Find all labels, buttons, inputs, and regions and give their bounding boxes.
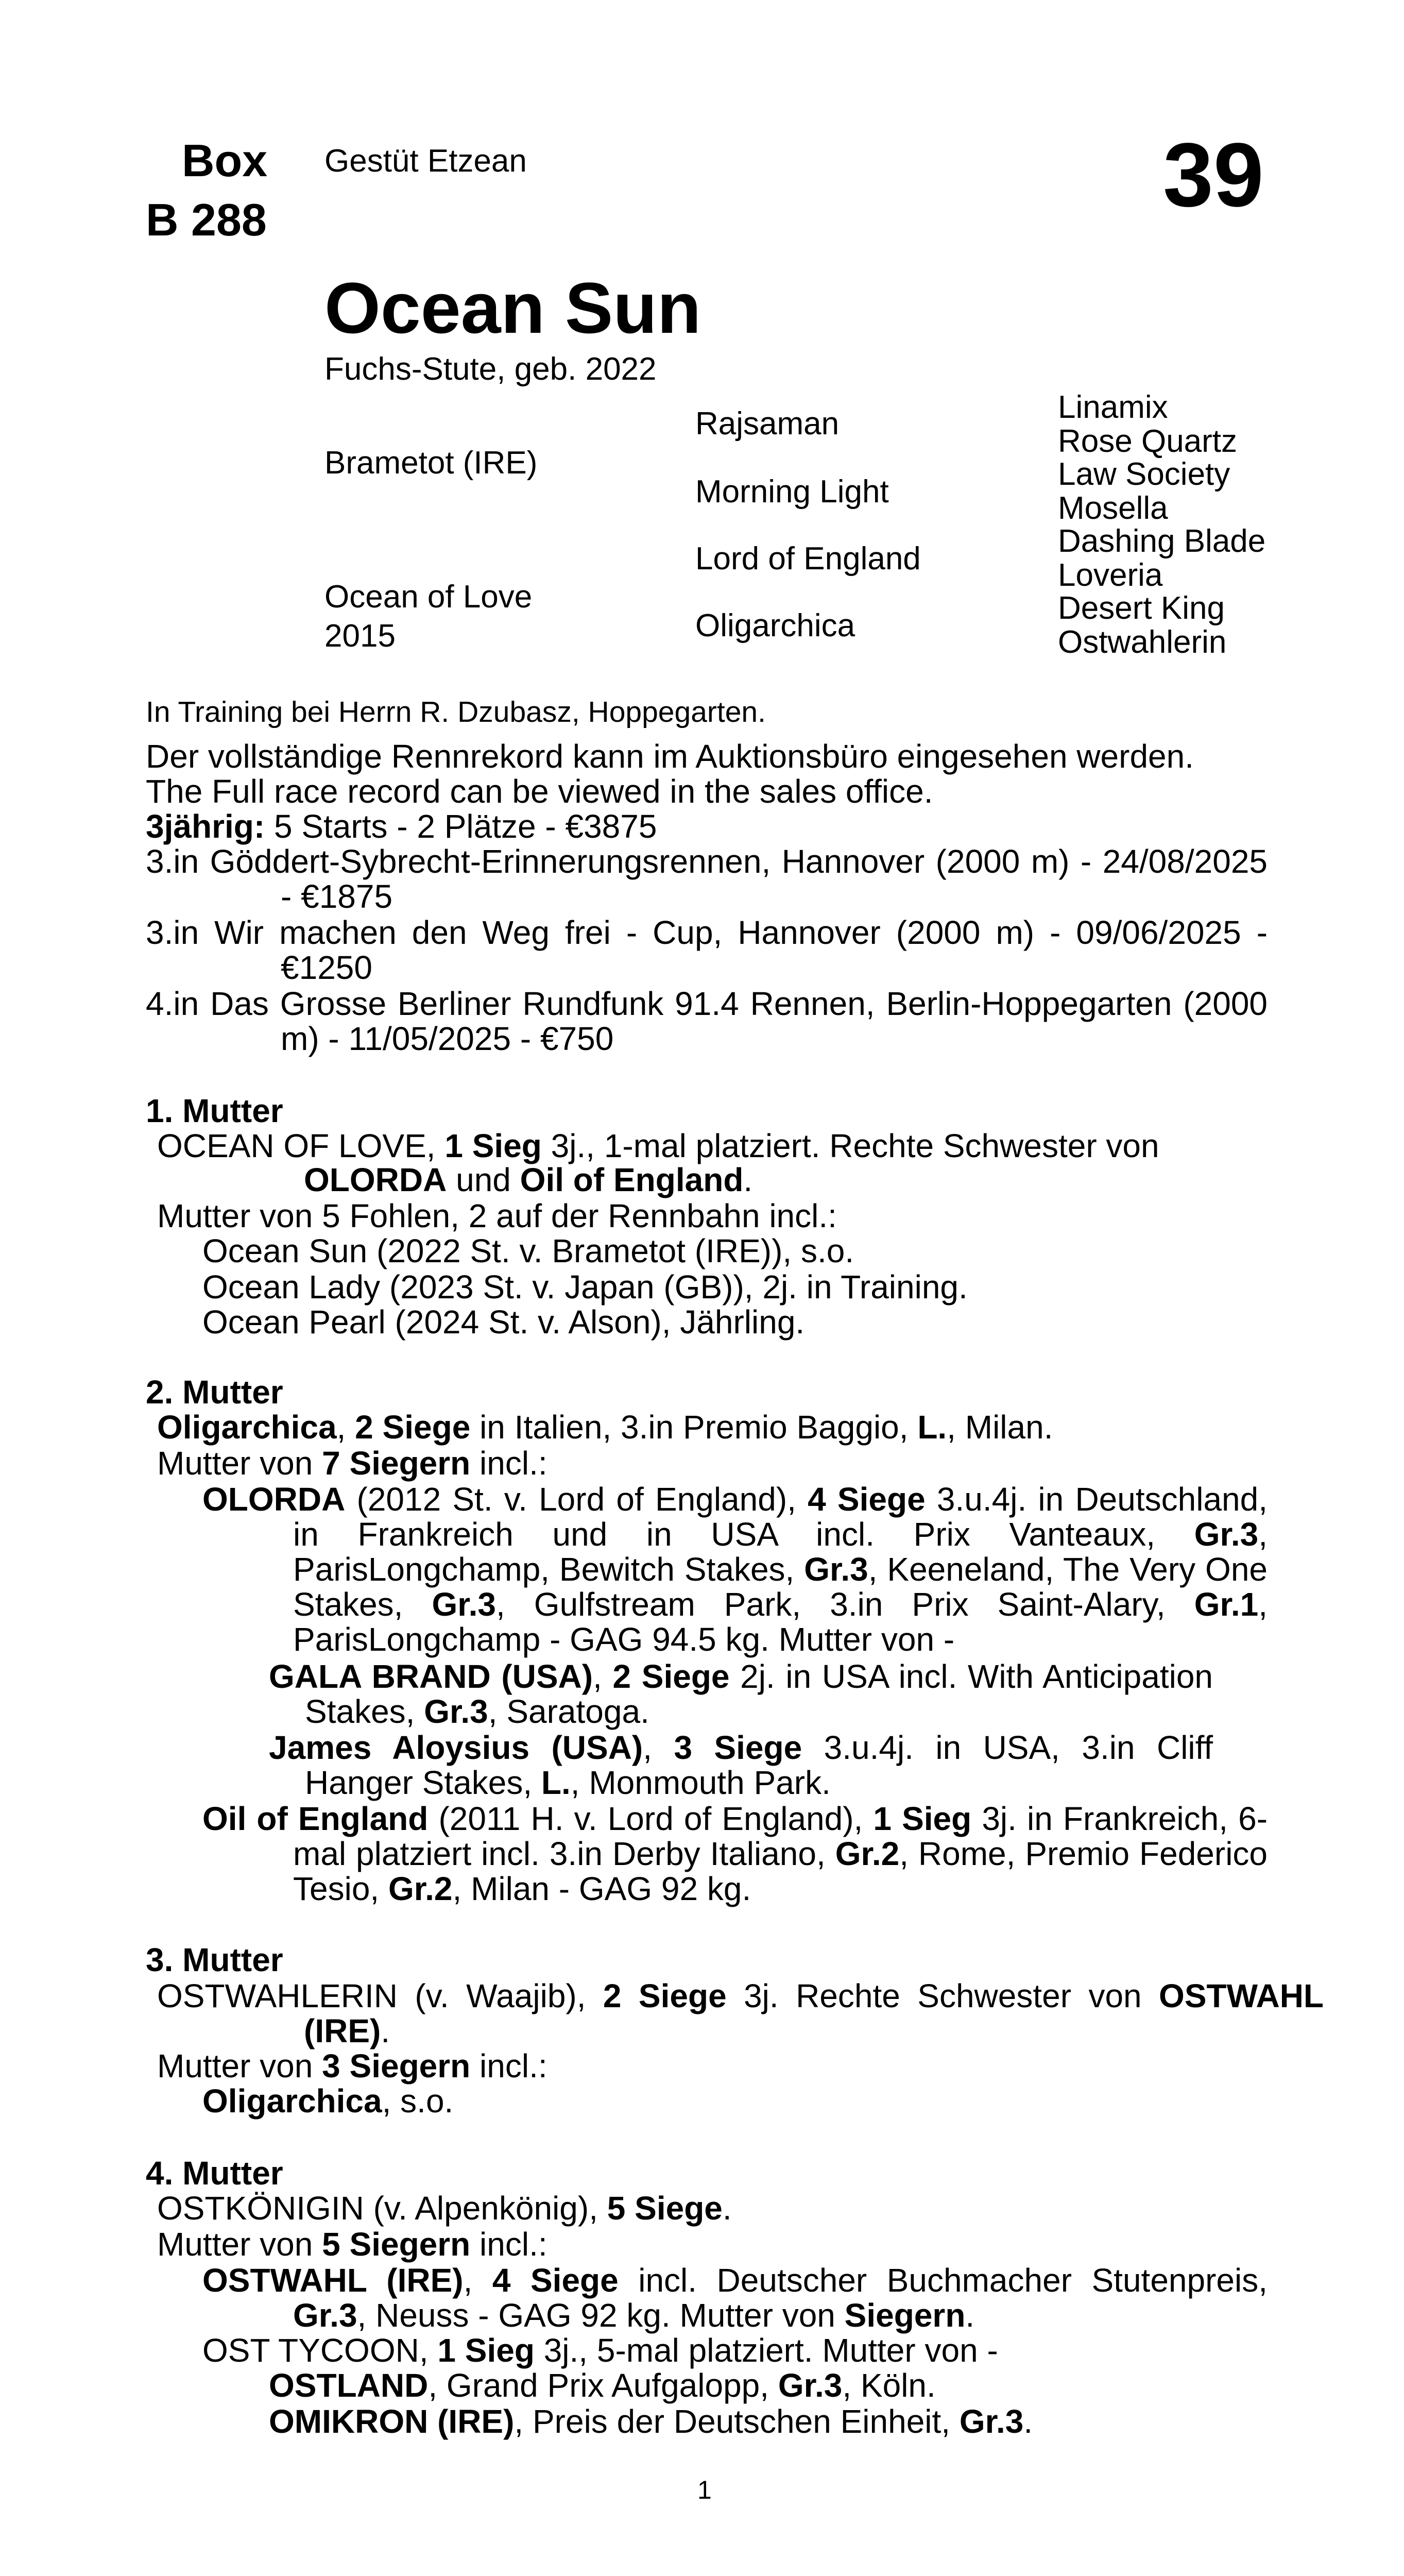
text-run: 2 Siege [355, 1409, 471, 1446]
text-run: , ParisLongchamp, Bewitch Stakes, [293, 1516, 1268, 1588]
text-run: , [643, 1729, 674, 1766]
text-run: Mutter von [157, 2047, 322, 2084]
text-run: Gr.3 [293, 2297, 357, 2334]
pedigree-great-grandparent: Ostwahlerin [1058, 624, 1227, 660]
text-run: 3.u.4j. in USA, 3.in Cliff Hanger Stakes, [305, 1729, 1213, 1801]
dam4-grandchild-ostland [269, 2369, 936, 2402]
text-run: , [336, 1409, 355, 1446]
horse-description: Fuchs-Stute, geb. 2022 [324, 351, 657, 387]
text-run: incl.: [470, 2226, 547, 2263]
race-result: 3.in Wir machen den Weg frei - Cup, Hannover (2000 m) - 09/06/2025 - €1250 [146, 914, 1268, 986]
text-run: , Köln. [842, 2367, 936, 2404]
dam3-line [157, 1978, 1324, 2048]
text-run: . [381, 2012, 390, 2049]
dam4-produce-ostwahl [202, 2263, 1268, 2333]
text-run: , Milan. [947, 1409, 1053, 1446]
text-run: . [722, 2190, 732, 2227]
dam3-offspring [202, 2082, 454, 2120]
text-run: GALA BRAND (USA) [269, 1658, 593, 1695]
text-run: 1 Sieg [444, 1127, 542, 1164]
pedigree-great-grandparent: Desert King [1058, 590, 1225, 626]
text-run: OLORDA [304, 1161, 447, 1198]
dam4-grandchild-omikron [269, 2405, 1033, 2438]
text-run: Gr.3 [804, 1551, 868, 1588]
dam4-produce [157, 2228, 547, 2261]
dam3-heading: 3. Mutter [146, 1941, 283, 1978]
text-run: , Keeneland, The Very One Stakes, [293, 1551, 1268, 1623]
dam2-produce-oil [202, 1801, 1268, 1906]
text-run: Oligarchica [202, 2082, 382, 2120]
dam2-grandchild-james [269, 1730, 1213, 1800]
text-run: . [743, 1161, 753, 1198]
text-run: und [447, 1161, 520, 1198]
text-run: , Gulfstream Park, 3.in Prix Saint-Alary, [496, 1586, 1194, 1623]
dam1-offspring: Ocean Sun (2022 St. v. Brametot (IRE)), s.o. [202, 1232, 854, 1269]
text-run: incl.: [470, 1445, 547, 1482]
text-run: OSTLAND [269, 2367, 429, 2404]
horse-name: Ocean Sun [324, 267, 701, 348]
text-run: OSTKÖNIGIN (v. Alpenkönig), [157, 2190, 607, 2227]
text-run: incl.: [470, 2047, 547, 2084]
text-run: , Neuss - GAG 92 kg. Mutter von [357, 2297, 845, 2334]
text-run: L. [917, 1409, 947, 1446]
text-run: OSTWAHL (IRE) [202, 2262, 464, 2299]
text-run: , ParisLongchamp - GAG 94.5 kg. Mutter von - [293, 1586, 1268, 1658]
text-run: 3.u.4j. in Deutschland, in Frankreich und in USA incl. Prix Vanteaux, [293, 1481, 1268, 1553]
dam2-line [157, 1411, 1053, 1444]
dam1-offspring: Ocean Lady (2023 St. v. Japan (GB)), 2j. in Training. [202, 1268, 968, 1306]
training-note: In Training bei Herrn R. Dzubasz, Hoppegarten. [146, 696, 766, 728]
text-run: (2012 St. v. Lord of England), [345, 1481, 808, 1518]
text-run: . [965, 2297, 975, 2334]
text-run: Gr.3 [778, 2367, 843, 2404]
text-run: OSTWAHL (IRE) [304, 1977, 1324, 2049]
pedigree-great-grandparent: Loveria [1058, 557, 1163, 593]
dam2-produce-olorda [202, 1482, 1268, 1657]
dam1-heading: 1. Mutter [146, 1092, 283, 1129]
record-note-de: Der vollständige Rennrekord kann im Auktionsbüro eingesehen werden. [146, 738, 1194, 775]
text-run: , [593, 1658, 613, 1695]
pedigree-great-grandparent: Law Society [1058, 456, 1230, 492]
text-run: , Saratoga. [488, 1693, 649, 1730]
racing-age-label: 3jährig: [146, 808, 265, 845]
text-run: 2j. in USA incl. With Anticipation Stakes, [305, 1658, 1213, 1730]
text-run: 4 Siege [492, 2262, 619, 2299]
text-run: Gr.2 [835, 1835, 900, 1872]
text-run: Gr.2 [388, 1870, 453, 1907]
text-run: 7 Siegern [322, 1445, 471, 1482]
text-run: 1 Sieg [437, 2332, 535, 2369]
text-run: , Monmouth Park. [570, 1764, 831, 1801]
dam1-offspring: Ocean Pearl (2024 St. v. Alson), Jährling. [202, 1303, 805, 1341]
text-run: , s.o. [382, 2082, 454, 2120]
pedigree-dam-year: 2015 [324, 618, 396, 654]
box-number: B 288 [146, 194, 267, 245]
text-run: Oil of England [202, 1800, 429, 1837]
text-run: OSTWAHLERIN (v. Waajib), [157, 1977, 603, 2014]
text-run: , Rome, Premio Federico Tesio, [293, 1835, 1268, 1907]
pedigree-great-grandparent: Rose Quartz [1058, 423, 1238, 459]
text-run: Oil of England [520, 1161, 744, 1198]
pedigree-dam: Ocean of Love [324, 579, 533, 615]
record-note-en: The Full race record can be viewed in the sales office. [146, 773, 933, 810]
text-run: (2011 H. v. Lord of England), [428, 1800, 874, 1837]
text-run: 3 Siege [674, 1729, 802, 1766]
text-run: OCEAN OF LOVE, [157, 1127, 445, 1164]
text-run: Siegern [844, 2297, 966, 2334]
text-run: Oligarchica [157, 1409, 337, 1446]
page-number: 1 [697, 2476, 712, 2504]
pedigree-sire: Brametot (IRE) [324, 445, 538, 481]
pedigree-great-grandparent: Mosella [1058, 490, 1168, 526]
pedigree-grandparent: Oligarchica [695, 608, 855, 643]
text-run: . [1023, 2403, 1033, 2440]
text-run: Gr.1 [1194, 1586, 1259, 1623]
pedigree-grandparent: Lord of England [695, 541, 921, 577]
dam4-produce-tycoon [202, 2334, 998, 2367]
dam1-produce: Mutter von 5 Fohlen, 2 auf der Rennbahn incl.: [157, 1197, 837, 1234]
text-run: Gr.3 [424, 1693, 488, 1730]
text-run: 5 Siege [607, 2190, 723, 2227]
pedigree-great-grandparent: Linamix [1058, 389, 1168, 425]
text-run: incl. Deutscher Buchmacher Stutenpreis, [618, 2262, 1268, 2299]
race-result: 4.in Das Grosse Berliner Rundfunk 91.4 Rennen, Berlin-Hoppegarten (2000 m) - 11/05/2025 - €750 [146, 985, 1268, 1057]
text-run: , Grand Prix Aufgalopp, [428, 2367, 778, 2404]
text-run: 3j., 5-mal platziert. Mutter von - [534, 2332, 998, 2369]
dam3-produce [157, 2049, 547, 2082]
race-result: 3.in Göddert-Sybrecht-Erinnerungsrennen, Hannover (2000 m) - 24/08/2025 - €1875 [146, 843, 1268, 915]
dam4-heading: 4. Mutter [146, 2155, 283, 2192]
dam2-heading: 2. Mutter [146, 1374, 283, 1411]
text-run: 3j., 1-mal platziert. Rechte Schwester von [541, 1127, 1159, 1164]
text-run: 3j. Rechte Schwester von [726, 1977, 1159, 2014]
text-run: 5 Siegern [322, 2226, 471, 2263]
text-run: 1 Sieg [873, 1800, 972, 1837]
text-run: in Italien, 3.in Premio Baggio, [470, 1409, 918, 1446]
text-run: Gr.3 [432, 1586, 496, 1623]
text-run: Gr.3 [1194, 1516, 1259, 1553]
text-run: 3 Siegern [322, 2047, 471, 2084]
breeder: Gestüt Etzean [324, 143, 527, 179]
pedigree-great-grandparent: Dashing Blade [1058, 523, 1266, 559]
pedigree-grandparent: Rajsaman [695, 406, 840, 442]
dam4-line [157, 2192, 732, 2225]
text-run: Gr.3 [959, 2403, 1024, 2440]
text-run: 2 Siege [603, 1977, 727, 2014]
pedigree-grandparent: Morning Light [695, 474, 889, 510]
text-run: OST TYCOON, [202, 2332, 438, 2369]
text-run: 4 Siege [808, 1481, 926, 1518]
text-run: James Aloysius (USA) [269, 1729, 643, 1766]
text-run: , Milan - GAG 92 kg. [452, 1870, 751, 1907]
text-run: OMIKRON (IRE) [269, 2403, 515, 2440]
dam2-grandchild-gala [269, 1659, 1213, 1729]
dam2-produce [157, 1447, 547, 1480]
dam1-siblings [304, 1163, 752, 1196]
box-label: Box [182, 135, 268, 186]
racing-summary-text: 5 Starts - 2 Plätze - €3875 [265, 808, 657, 845]
text-run: 2 Siege [612, 1658, 730, 1695]
text-run: Mutter von [157, 2226, 322, 2263]
text-run: L. [541, 1764, 571, 1801]
text-run: Mutter von [157, 1445, 322, 1482]
text-run: OLORDA [202, 1481, 346, 1518]
dam1-line [157, 1128, 1268, 1163]
text-run: 3j. in Frankreich, 6-mal platziert incl. 3.in Derby Italiano, [293, 1800, 1268, 1872]
lot-number: 39 [1163, 125, 1264, 226]
racing-summary [146, 810, 657, 843]
text-run: , Preis der Deutschen Einheit, [514, 2403, 960, 2440]
text-run: , [463, 2262, 492, 2299]
